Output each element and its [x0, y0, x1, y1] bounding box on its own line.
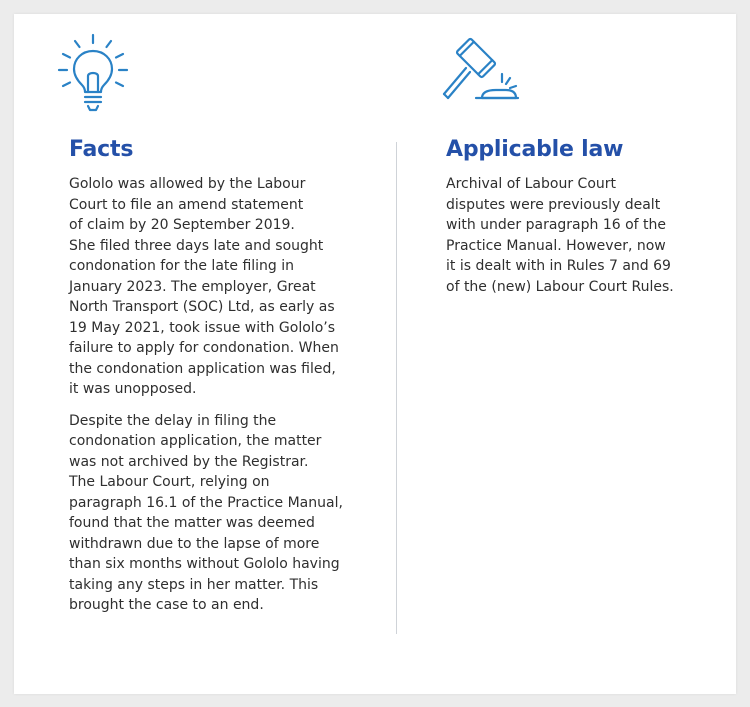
text-line: of claim by 20 September 2019.	[69, 217, 295, 233]
text-line: Court to file an amend statement	[69, 196, 304, 213]
lightbulb-icon	[57, 32, 129, 118]
column-divider	[396, 142, 397, 634]
facts-paragraph-2	[69, 411, 343, 616]
text-line: 19 May 2021, took issue with Gololo’s	[69, 319, 335, 336]
text-line: the condonation application was filed,	[69, 360, 336, 377]
text-line: disputes were previously dealt	[446, 196, 661, 213]
infographic-card	[14, 14, 736, 694]
text-line: Practice Manual. However, now	[446, 237, 666, 254]
text-line: was not archived by the Registrar.	[69, 453, 309, 470]
text-line: Despite the delay in filing the	[69, 412, 277, 429]
facts-body	[69, 174, 343, 627]
text-line: it was unopposed.	[69, 381, 197, 397]
text-line: January 2023. The employer, Great	[69, 278, 316, 295]
text-line: than six months without Gololo having	[69, 556, 340, 572]
text-line: condonation application, the matter	[69, 433, 322, 449]
text-line: Gololo was allowed by the Labour	[69, 176, 306, 192]
applicable-law-paragraph-1	[446, 174, 674, 297]
text-line: condonation for the late filing in	[69, 258, 295, 274]
text-line: The Labour Court, relying on	[69, 474, 270, 490]
text-line: Archival of Labour Court	[446, 176, 617, 192]
text-line: brought the case to an end.	[69, 597, 264, 613]
applicable-law-heading: Applicable law	[446, 137, 624, 162]
text-line: failure to apply for condonation. When	[69, 340, 339, 356]
text-line: found that the matter was deemed	[69, 515, 315, 531]
text-line: it is dealt with in Rules 7 and 69	[446, 258, 671, 274]
text-line: taking any steps in her matter. This	[69, 576, 319, 593]
text-line: with under paragraph 16 of the	[446, 217, 667, 233]
gavel-icon	[436, 32, 520, 118]
text-line: She filed three days late and sought	[69, 237, 324, 254]
text-line: paragraph 16.1 of the Practice Manual,	[69, 494, 343, 511]
text-line: North Transport (SOC) Ltd, as early as	[69, 299, 335, 315]
text-line: withdrawn due to the lapse of more	[69, 535, 320, 552]
facts-paragraph-1	[69, 174, 343, 400]
text-line: of the (new) Labour Court Rules.	[446, 278, 674, 295]
facts-heading: Facts	[69, 137, 134, 162]
applicable-law-body	[446, 174, 674, 308]
